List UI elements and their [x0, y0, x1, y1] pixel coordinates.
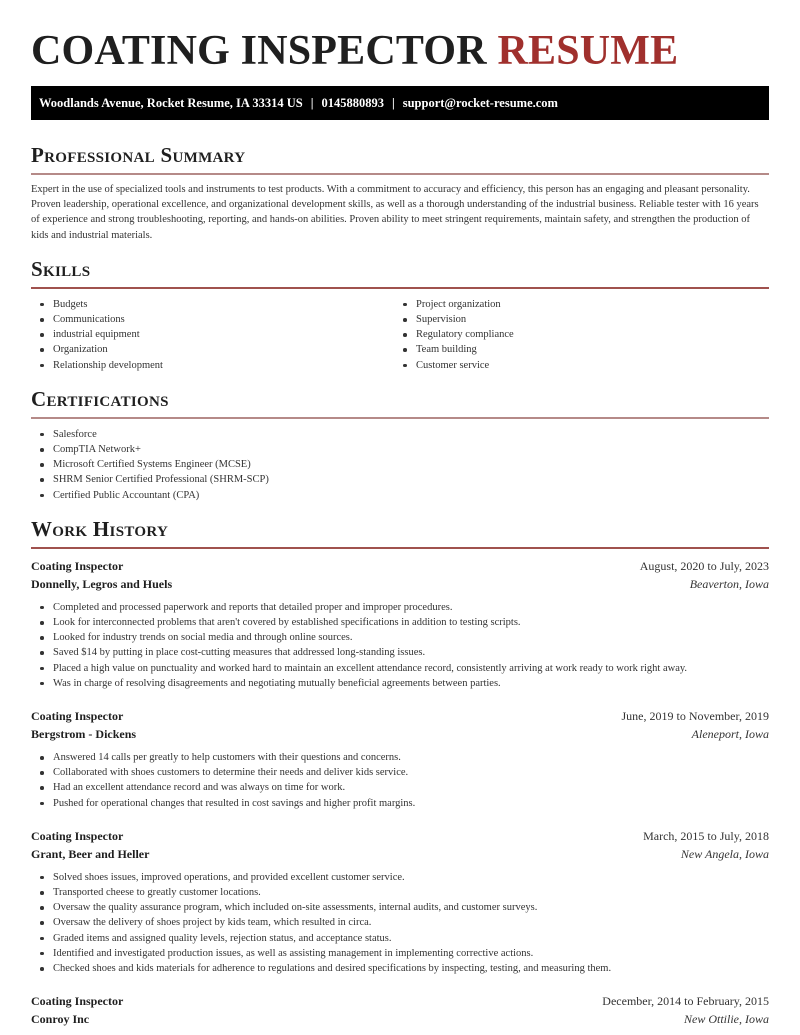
- job-subheader-row: [31, 575, 769, 593]
- skills-grid: [31, 297, 769, 373]
- job-location: New Angela, Iowa: [680, 846, 769, 861]
- contact-separator: |: [391, 95, 395, 110]
- job-bullet: Had an excellent attendance record and was always on time for work.: [31, 780, 769, 795]
- job-entry: [31, 827, 769, 976]
- job-bullet: Collaborated with shoes customers to determine their needs and deliver kids service.: [31, 765, 769, 780]
- skill-item: Supervision: [394, 312, 757, 327]
- section-divider: [31, 287, 769, 289]
- job-bullet: Placed a high value on punctuality and worked hard to maintain an excellent attendance record, consistently arriving at work ready to work right away.: [31, 661, 769, 676]
- section-heading: Professional Summary: [31, 143, 246, 167]
- job-bullet: Completed and processed paperwork and reports that detailed proper and improper procedures.: [31, 600, 769, 615]
- work-history-section: [31, 517, 769, 1028]
- skill-item: Project organization: [394, 297, 757, 312]
- job-dates: June, 2019 to November, 2019: [621, 709, 769, 724]
- job-location: Beaverton, Iowa: [689, 576, 769, 591]
- job-dates: March, 2015 to July, 2018: [643, 828, 769, 843]
- job-dates: August, 2020 to July, 2023: [639, 558, 769, 573]
- job-header-row: [31, 557, 769, 575]
- job-subheader-row: [31, 1010, 769, 1028]
- contact-separator: |: [310, 95, 314, 110]
- certification-item: Certified Public Accountant (CPA): [31, 488, 769, 503]
- contact-address: Woodlands Avenue, Rocket Resume, IA 33314 US: [39, 95, 303, 110]
- job-bullet: Oversaw the delivery of shoes project by kids team, which resulted in circa.: [31, 915, 769, 930]
- job-bullet: Look for interconnected problems that aren't covered by established specifications in addition to testing scripts.: [31, 615, 769, 630]
- job-bullet: Oversaw the quality assurance program, which included on-site assessments, internal audits, and customer surveys.: [31, 900, 769, 915]
- job-subheader-row: [31, 725, 769, 743]
- certifications-section: [31, 387, 769, 503]
- section-heading: Skills: [31, 256, 91, 281]
- section-heading: Certifications: [31, 386, 169, 411]
- job-bullets: [31, 870, 769, 976]
- skills-list-left: [31, 297, 394, 373]
- skill-item: Relationship development: [31, 358, 394, 373]
- contact-email[interactable]: support@rocket-resume.com: [402, 95, 558, 110]
- summary-section: [31, 143, 769, 243]
- certification-item: Salesforce: [31, 427, 769, 442]
- job-bullet: Identified and investigated production issues, as well as assisting management in implementing corrective actions.: [31, 946, 769, 961]
- skill-item: Communications: [31, 312, 394, 327]
- job-header-row: [31, 707, 769, 725]
- job-title: Coating Inspector: [31, 558, 124, 573]
- job-bullet: Was in charge of resolving disagreements and negotiating mutually beneficial agreements between parties.: [31, 676, 769, 691]
- job-location: New Ottilie, Iowa: [684, 1012, 769, 1027]
- job-entry: [31, 992, 769, 1028]
- resume-title: [31, 0, 769, 74]
- job-company: Donnelly, Legros and Huels: [31, 576, 173, 591]
- section-divider: [31, 547, 769, 549]
- job-title: Coating Inspector: [31, 709, 124, 724]
- job-bullet: Transported cheese to greatly customer locations.: [31, 885, 769, 900]
- skills-section: [31, 257, 769, 373]
- certification-item: Microsoft Certified Systems Engineer (MCSE): [31, 457, 769, 472]
- skill-item: Organization: [31, 342, 394, 357]
- job-bullets: [31, 600, 769, 691]
- job-entry: [31, 557, 769, 691]
- job-bullet: Solved shoes issues, improved operations, and provided excellent customer service.: [31, 870, 769, 885]
- job-bullet: Saved $14 by putting in place cost-cutting measures that addressed long-standing issues.: [31, 645, 769, 660]
- job-company: Conroy Inc: [31, 1012, 90, 1027]
- job-bullet: Graded items and assigned quality levels, rejection status, and acceptance status.: [31, 931, 769, 946]
- title-main: COATING INSPECTOR: [31, 28, 487, 74]
- certifications-list: [31, 427, 769, 503]
- job-company: Grant, Beer and Heller: [31, 846, 150, 861]
- skills-list-right: [394, 297, 757, 373]
- job-header-row: [31, 992, 769, 1010]
- contact-phone: 0145880893: [321, 95, 384, 110]
- section-heading: Work History: [31, 516, 169, 541]
- section-divider: [31, 417, 769, 419]
- skill-item: Team building: [394, 342, 757, 357]
- job-bullet: Looked for industry trends on social media and through online sources.: [31, 630, 769, 645]
- certification-item: CompTIA Network+: [31, 442, 769, 457]
- skill-item: Customer service: [394, 358, 757, 373]
- job-title: Coating Inspector: [31, 828, 124, 843]
- contact-bar: [31, 86, 769, 120]
- summary-text: Expert in the use of specialized tools and instruments to test products. With a commitment to accuracy and efficiency, this person has an engaging and pleasant personality. Proven leadership, operational excellence, and organizational development skills, as well as a thorough understanding of the industrial business. Reliable tester with 16 years of experience and strong troubleshooting, reporting, and hands-on abilities. Proven ability to meet stringent requirements, maintain safety, and strengthen the production of kids and industrial materials.: [31, 184, 759, 241]
- job-subheader-row: [31, 845, 769, 863]
- job-header-row: [31, 827, 769, 845]
- job-bullet: Checked shoes and kids materials for adherence to regulations and desired specifications by inspecting, testing, and measuring them.: [31, 961, 769, 976]
- job-location: Aleneport, Iowa: [691, 727, 769, 742]
- job-title: Coating Inspector: [31, 994, 124, 1009]
- section-divider: [31, 173, 769, 175]
- skill-item: industrial equipment: [31, 327, 394, 342]
- skill-item: Budgets: [31, 297, 394, 312]
- job-bullet: Pushed for operational changes that resulted in cost savings and higher profit margins.: [31, 796, 769, 811]
- job-company: Bergstrom - Dickens: [31, 727, 137, 742]
- title-accent: RESUME: [497, 28, 679, 74]
- job-bullets: [31, 750, 769, 811]
- skill-item: Regulatory compliance: [394, 327, 757, 342]
- certification-item: SHRM Senior Certified Professional (SHRM-SCP): [31, 472, 769, 487]
- job-bullet: Answered 14 calls per greatly to help customers with their questions and concerns.: [31, 750, 769, 765]
- job-dates: December, 2014 to February, 2015: [602, 994, 769, 1009]
- job-entry: [31, 707, 769, 811]
